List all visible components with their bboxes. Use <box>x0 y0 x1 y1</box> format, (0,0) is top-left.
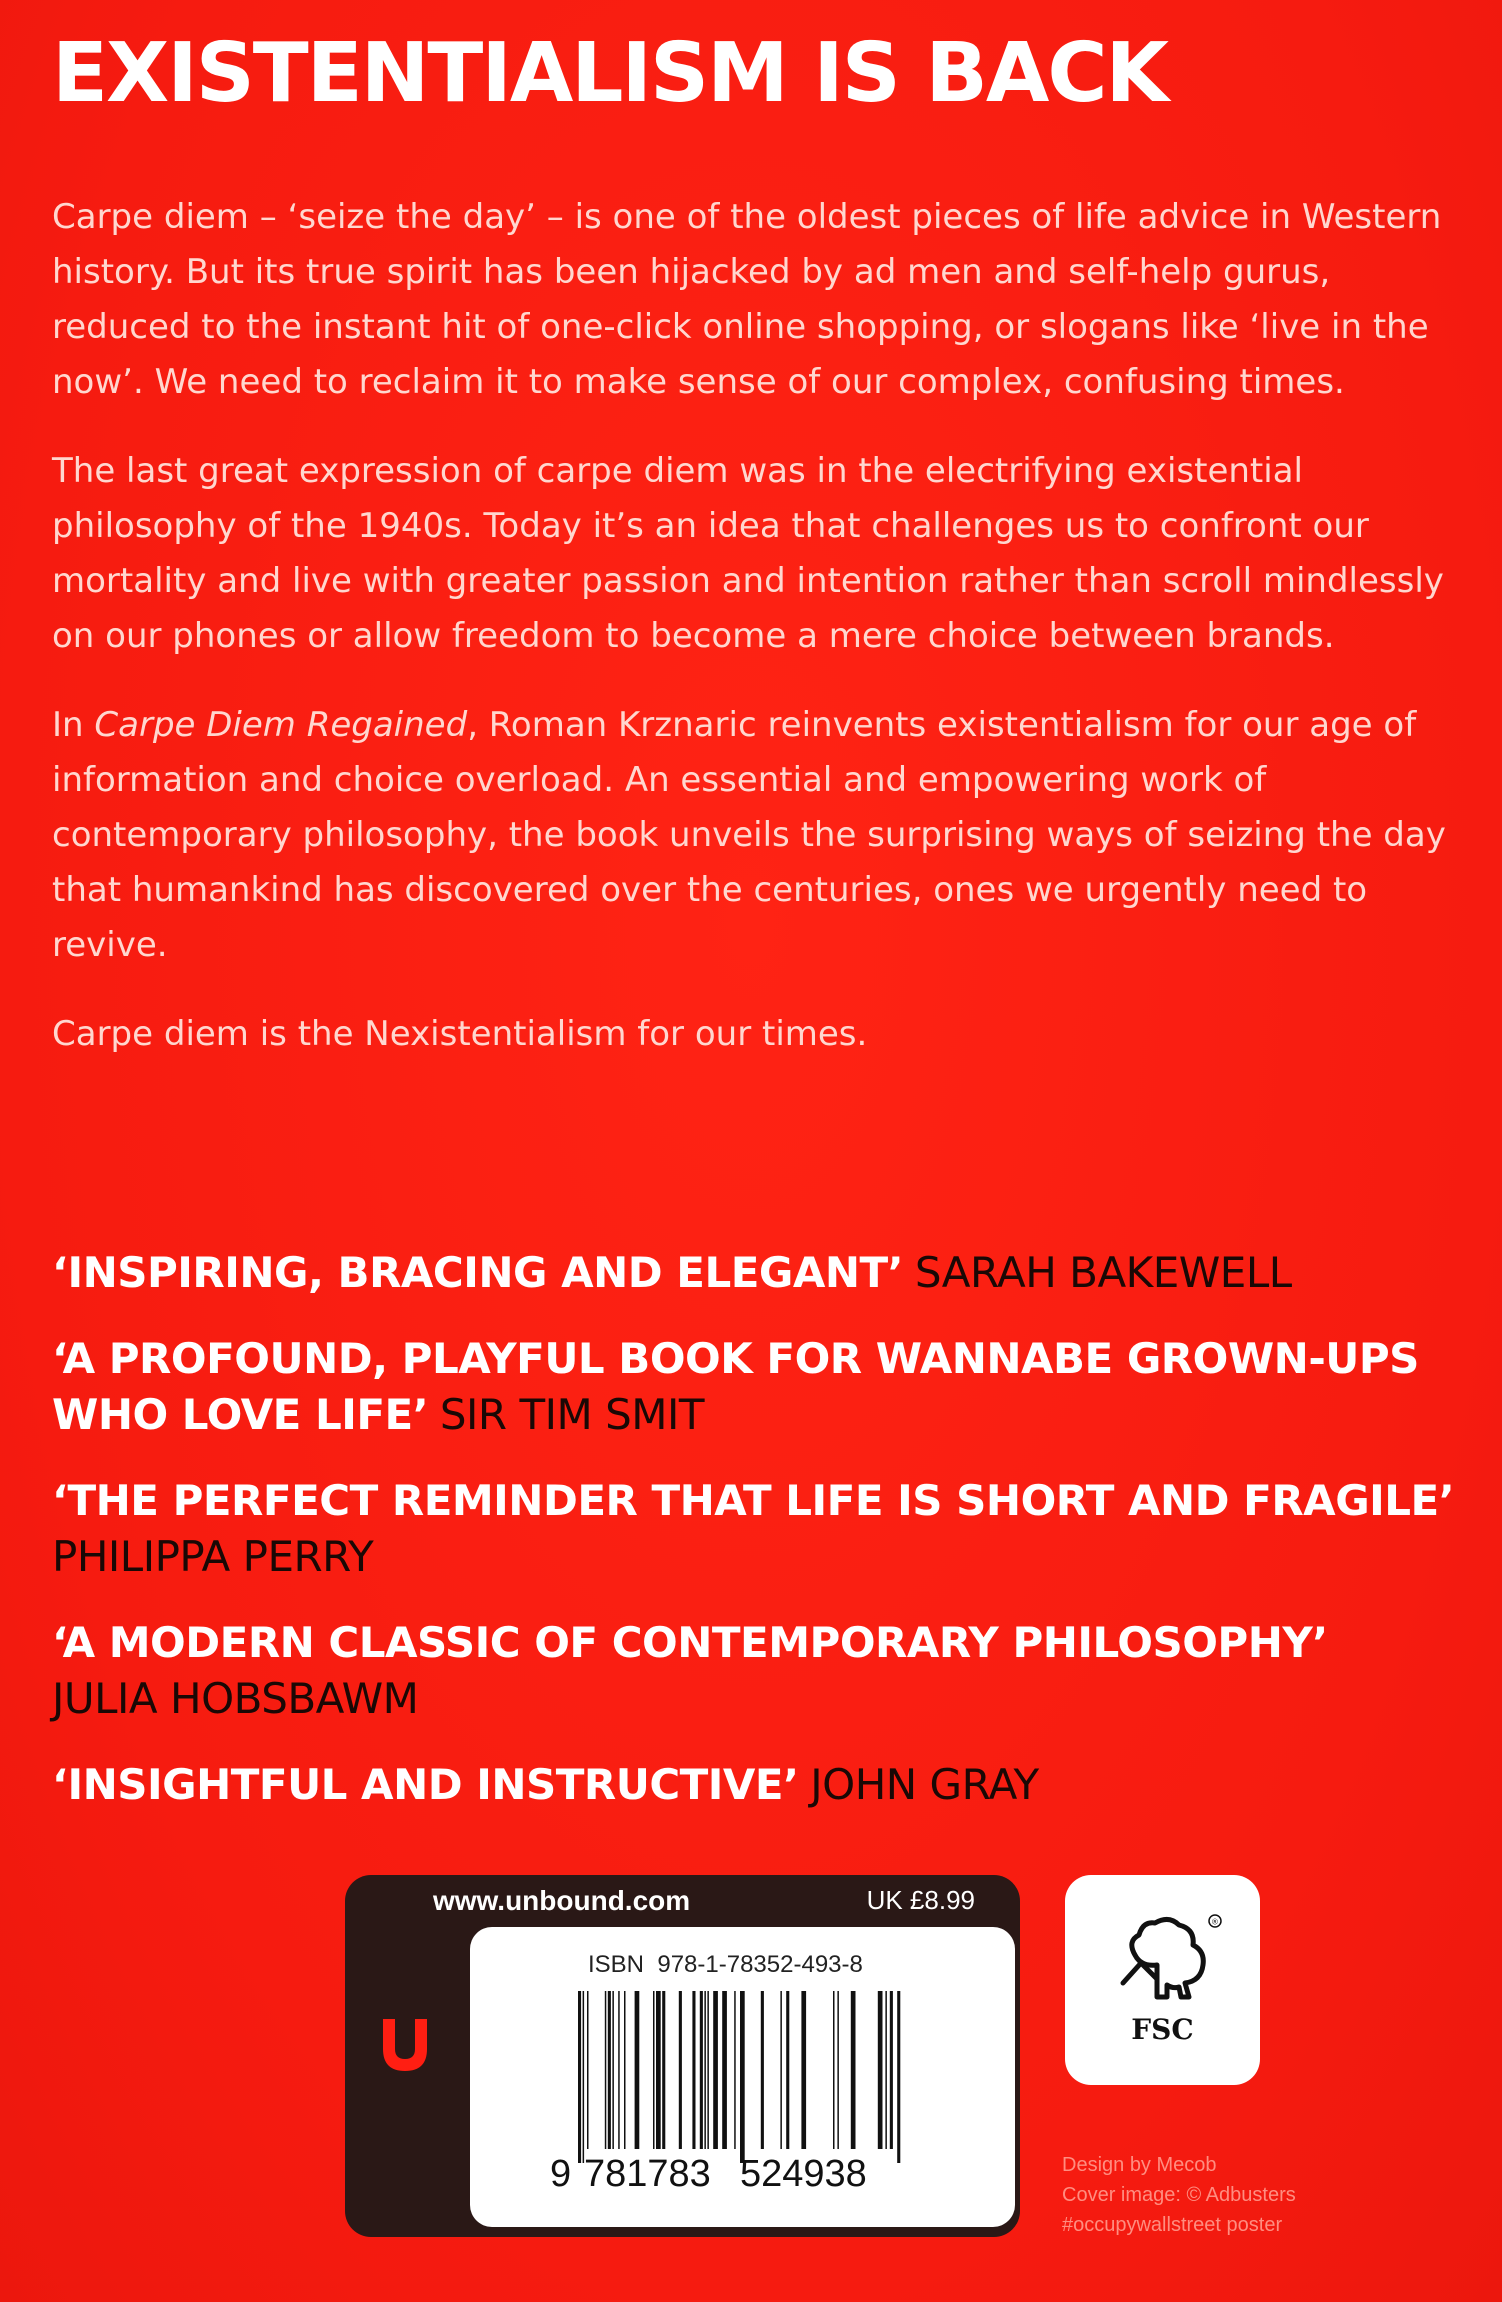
description-paragraph-3 <box>52 698 1462 973</box>
quote-text: ‘THE PERFECT REMINDER THAT LIFE IS SHORT AND FRAGILE’ <box>52 1476 1455 1525</box>
unbound-logo-icon <box>375 2015 435 2075</box>
paragraph-3-rest: , Roman Krznaric reinvents existentialism for our age of information and choice overload. An essential and empowering work of contemporary philosophy, the book unveils the surprising ways of seizing the day that humankind has discovered over the centuries, ones we urgently need to revive. <box>52 705 1446 965</box>
review-quote <box>52 1245 1472 1301</box>
quote-author: SIR TIM SMIT <box>439 1390 705 1439</box>
paragraph-3-prefix: In <box>52 705 95 745</box>
fsc-label: FSC <box>1131 2013 1194 2046</box>
quote-text: ‘INSPIRING, BRACING AND ELEGANT’ <box>52 1248 904 1297</box>
description-paragraph-4: Carpe diem is the Nexistentialism for our times. <box>52 1014 868 1054</box>
barcode-digit-group-1: 781783 <box>584 2153 711 2195</box>
credit-design: Design by Mecob <box>1062 2154 1217 2176</box>
isbn-label: ISBN <box>588 1951 645 1978</box>
review-quote <box>52 1331 1472 1443</box>
quote-text: ‘A MODERN CLASSIC OF CONTEMPORARY PHILOSOPHY’ <box>52 1618 1328 1667</box>
fsc-badge <box>1065 1875 1260 2085</box>
price-label: UK £8.99 <box>866 1885 975 1915</box>
quote-author: JULIA HOBSBAWM <box>52 1674 419 1723</box>
cover-headline: EXISTENTIALISM IS BACK <box>52 26 1168 121</box>
description-paragraph-2: The last great expression of carpe diem was in the electrifying existential philosophy of the 1940s. Today it’s an idea that challenges us to confront our mortality and live with greater passion and intention rather than scroll mindlessly on our phones or allow freedom to become a mere choice between brands. <box>52 451 1444 656</box>
barcode-box <box>470 1927 1015 2227</box>
review-quote <box>52 1473 1472 1585</box>
book-description <box>52 190 1462 1096</box>
review-quote <box>52 1757 1472 1813</box>
quote-author: SARAH BAKEWELL <box>914 1248 1292 1297</box>
barcode-panel <box>345 1875 1020 2237</box>
quote-author: PHILIPPA PERRY <box>52 1532 374 1581</box>
fsc-tree-icon <box>1065 1875 1260 2015</box>
barcode-digit-group-2: 524938 <box>740 2153 867 2195</box>
credit-cover-image: Cover image: © Adbusters <box>1062 2184 1296 2206</box>
quote-text: ‘INSIGHTFUL AND INSTRUCTIVE’ <box>52 1760 799 1809</box>
quote-text: ‘A PROFOUND, PLAYFUL BOOK FOR WANNABE GROWN-UPS WHO LOVE LIFE’ <box>52 1334 1419 1439</box>
credit-poster: #occupywallstreet poster <box>1062 2214 1283 2236</box>
review-quotes <box>52 1245 1472 1843</box>
barcode-first-digit: 9 <box>550 2153 572 2195</box>
description-paragraph-1: Carpe diem – ‘seize the day’ – is one of the oldest pieces of life advice in Western history. But its true spirit has been hijacked by ad men and self-help gurus, reduced to the instant hit of one-click online shopping, or slogans like ‘live in the now’. We need to reclaim it to make sense of our complex, confusing times. <box>52 197 1442 402</box>
book-title-italic: Carpe Diem Regained <box>94 705 468 745</box>
registered-mark: ® <box>1212 1917 1218 1927</box>
isbn-number: 978-1-78352-493-8 <box>657 1951 863 1978</box>
publisher-url[interactable]: www.unbound.com <box>433 1885 691 1916</box>
quote-author: JOHN GRAY <box>810 1760 1039 1809</box>
review-quote <box>52 1615 1472 1727</box>
cover-credits <box>1062 2150 1296 2240</box>
